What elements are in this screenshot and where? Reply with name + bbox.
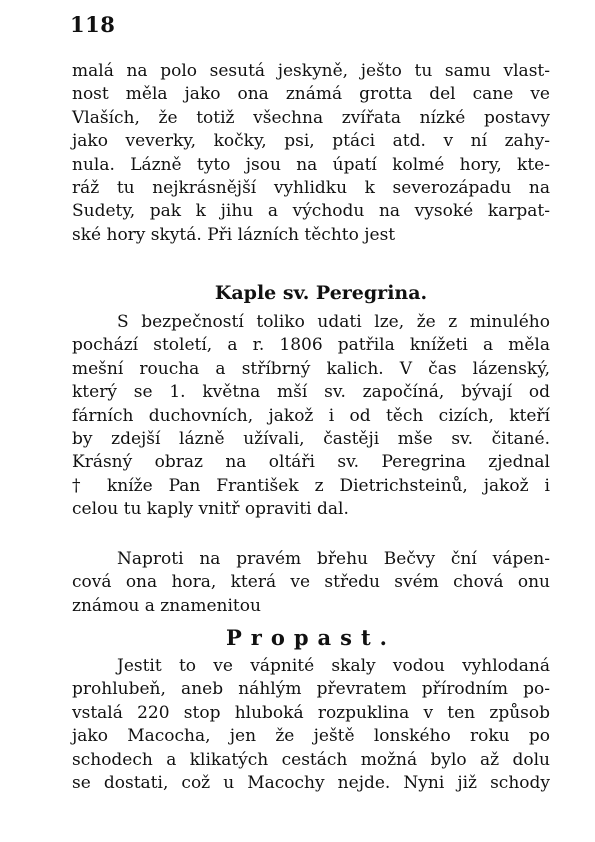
text-line: Jestit to ve vápnité skaly vodou vyhlodaná: [117, 656, 550, 676]
text-line: pochází století, a r. 1806 patřila knížeti a měla: [72, 335, 550, 356]
text-line: který se 1. května mší sv. započíná, bývají od: [72, 382, 550, 403]
text-line: nula. Lázně tyto jsou na úpatí kolmé hory, kte-: [72, 154, 550, 175]
text-line: jako Macocha, jen že ještě lonského roku po: [72, 726, 550, 747]
text-line: nost měla jako ona známá grotta del cane ve: [72, 84, 550, 105]
text-line: † kníže Pan František z Dietrichsteinů, jakož i: [72, 475, 550, 496]
text-line: celou tu kaply vnitř opraviti dal.: [72, 499, 349, 520]
text-line: ráž tu nejkrásnější vyhlidku k severozápadu na: [72, 178, 550, 199]
text-line: jako veverky, kočky, psi, ptáci atd. v ní zahy-: [72, 131, 550, 152]
text-line: známou a znamenitou: [72, 595, 261, 616]
section-heading-abyss: Propast.: [226, 625, 396, 650]
paragraph-1: [72, 60, 550, 247]
paragraph-3: [72, 548, 550, 618]
section-heading-chapel: Kaple sv. Peregrina.: [214, 282, 428, 304]
text-line: ské hory skytá. Při lázních těchto jest: [72, 224, 396, 245]
text-line: Sudety, pak k jihu a východu na vysoké karpat-: [72, 201, 550, 222]
text-line: Krásný obraz na oltáři sv. Peregrina zjednal: [72, 452, 550, 473]
text-line: prohlubeň, aneb náhlým převratem přírodním po-: [72, 679, 550, 700]
text-line: Naproti na pravém břehu Bečvy ční vápen-: [117, 549, 550, 569]
text-line: S bezpečností toliko udati lze, že z minulého: [117, 312, 550, 332]
text-line: se dostati, což u Macochy nejde. Nyni již schody: [72, 773, 550, 794]
text-line: fárních duchovních, jakož i od těch cizích, kteří: [72, 405, 550, 426]
text-line: cová ona hora, která ve středu svém chová onu: [72, 572, 550, 593]
paragraph-2: [72, 311, 550, 522]
text-line: malá na polo sesutá jeskyně, ješto tu samu vlast-: [72, 61, 550, 81]
text-line: by zdejší lázně užívali, častěji mše sv. čitané.: [72, 429, 550, 450]
text-line: vstalá 220 stop hluboká rozpuklina v ten způsob: [72, 702, 550, 723]
paragraph-4: [72, 655, 550, 795]
page-number: 118: [70, 12, 116, 37]
text-line: Vlaších, že totiž všechna zvířata nízké postavy: [72, 107, 550, 128]
text-line: schodech a klikatých cestách možná bylo až dolu: [72, 749, 550, 770]
text-line: mešní roucha a stříbrný kalich. V čas lázenský,: [72, 358, 550, 379]
